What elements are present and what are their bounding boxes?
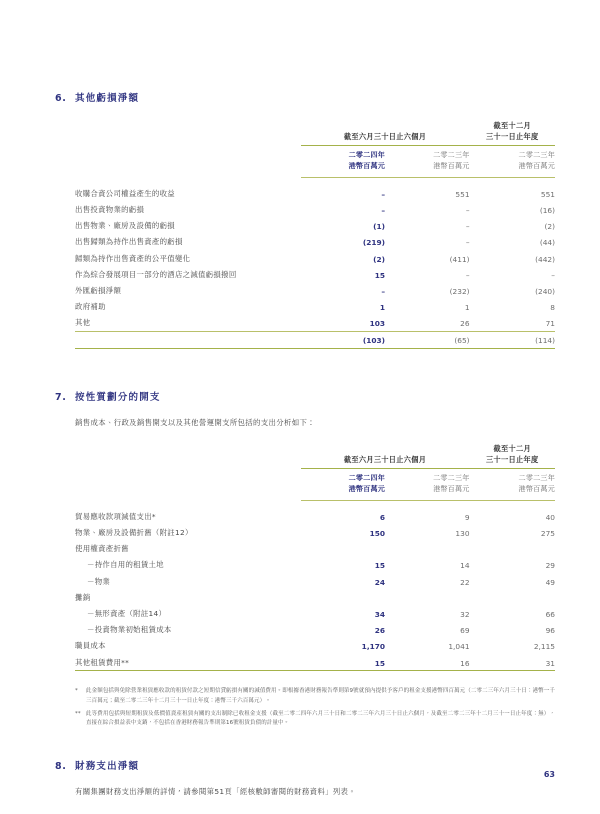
total-value-2023-annual: (114) <box>470 331 555 348</box>
table-row-group-header <box>75 589 555 605</box>
table-row <box>75 508 555 524</box>
group-header-interim: 截至六月三十日止六個月 <box>343 454 427 464</box>
total-label <box>75 331 301 348</box>
row-value-2023-interim: 130 <box>455 529 470 539</box>
row-value-2023-annual: (16) <box>539 206 555 216</box>
other-losses-table <box>75 118 555 355</box>
row-value-2023-interim: – <box>465 222 470 232</box>
row-label: －投資物業初始租賃成本 <box>87 625 172 635</box>
row-value-2024: (219) <box>362 238 386 248</box>
table-row <box>75 234 555 250</box>
row-label: 使用權資產折舊 <box>75 544 129 554</box>
row-label: 其他租賃費用** <box>75 657 130 667</box>
section-8-heading <box>55 758 555 772</box>
units-blank <box>75 469 301 500</box>
section-7-heading <box>55 389 555 403</box>
row-value-2023-interim: 9 <box>464 512 470 522</box>
footnote-marker: ** <box>75 710 81 717</box>
row-value-2023-interim: – <box>465 270 470 280</box>
table-row <box>75 622 555 638</box>
rule-col1 <box>301 671 385 678</box>
table-total-row <box>75 331 555 348</box>
section-8-title: 財務支出淨額 <box>75 760 140 772</box>
section-7-body <box>55 417 555 677</box>
units-blank <box>75 146 301 177</box>
footnote-text: 此金額包括與免除營業租賃應收款的租賃付款之短期信貸虧損有關的減值費用。即根據香港財務報告準則第9號就預內提供予客戶的租金支援港幣四百萬元（二零二三年六月三十日：港幣一千三百萬元；截至二零二三年十二月三十一日止年度：港幣三千六百萬元）。 <box>86 688 555 704</box>
table-row <box>75 557 555 573</box>
section-6-title: 其他虧損淨額 <box>75 93 140 104</box>
total-value-2023-interim: (65) <box>385 331 469 348</box>
table-row <box>75 218 555 234</box>
column-header-2023-annual <box>470 146 555 177</box>
row-value-2023-annual: 49 <box>545 577 555 587</box>
group-header-blank <box>75 441 301 467</box>
column-year: 二零二三年 <box>433 473 470 482</box>
table-row <box>75 250 555 266</box>
footnote-marker: * <box>75 688 78 695</box>
table-body <box>75 501 555 678</box>
rule-col3 <box>470 671 555 678</box>
row-value-2023-interim: 69 <box>460 626 470 636</box>
row-value-2023-annual: 275 <box>540 529 555 539</box>
row-value-2023-annual <box>470 589 555 605</box>
row-label: 政府補助 <box>75 302 106 312</box>
group-header-annual-line1: 截至十二月 <box>493 121 531 131</box>
table-body <box>75 178 555 355</box>
row-value-2023-annual: (44) <box>539 238 555 248</box>
section-7-intro: 銷售成本、行政及銷售開支以及其他營運開支所包括的支出分析如下： <box>75 418 315 428</box>
row-value-2023-interim: 22 <box>460 577 470 587</box>
row-value-2024: 150 <box>369 529 386 539</box>
table-row <box>75 654 555 671</box>
row-value-2023-annual: (240) <box>535 287 555 296</box>
row-value-2024: 26 <box>374 626 386 636</box>
column-header-2024-interim <box>301 469 385 500</box>
row-value-2024: – <box>381 206 386 216</box>
column-unit: 港幣百萬元 <box>433 483 470 493</box>
row-value-2023-interim <box>385 541 469 557</box>
row-value-2023-interim: 26 <box>460 319 470 329</box>
column-year: 二零二四年 <box>348 150 386 159</box>
table-header <box>75 441 555 501</box>
row-value-2023-interim: 16 <box>460 658 470 668</box>
row-value-2023-annual: 551 <box>540 189 555 199</box>
row-label: －無形資產（附註14） <box>87 609 167 618</box>
row-value-2023-interim <box>385 589 469 605</box>
row-label: 貿易應收款項減值支出* <box>75 511 156 521</box>
row-label: 攤銷 <box>75 592 91 602</box>
group-header-annual-line2: 三十一日止年度 <box>486 131 539 141</box>
row-value-2024: 15 <box>374 561 386 571</box>
row-label: 作為綜合發展項目一部分的酒店之減值虧損撥回 <box>75 269 237 279</box>
row-value-2023-interim: – <box>465 238 470 248</box>
row-value-2023-interim: 14 <box>460 561 470 571</box>
body-spacer <box>75 501 555 509</box>
group-header-annual-line1: 截至十二月 <box>493 444 531 454</box>
row-value-2023-interim: – <box>465 206 470 216</box>
row-value-2023-interim: (232) <box>449 287 470 296</box>
table-row <box>75 299 555 315</box>
footnote-2 <box>75 710 555 729</box>
column-header-2023-interim <box>385 146 469 177</box>
row-value-2024: 15 <box>374 270 386 280</box>
table-row <box>75 282 555 298</box>
rule-blank <box>75 671 301 678</box>
row-label: 外匯虧損淨額 <box>75 286 122 295</box>
section-7-number: 7. <box>55 392 67 404</box>
section-gap <box>55 355 555 389</box>
spacer-cell <box>75 501 555 509</box>
page-number: 63 <box>543 770 555 779</box>
section-8 <box>55 758 555 798</box>
column-unit: 港幣百萬元 <box>433 160 470 170</box>
rule-col2 <box>385 348 469 355</box>
column-unit: 港幣百萬元 <box>518 483 555 493</box>
section-8-text: 有關集團財務支出淨額的詳情，請參閱第51頁「經核數師審閱的財務資料」列表。 <box>75 786 357 796</box>
rule-col1 <box>301 348 385 355</box>
row-value-2023-interim: (411) <box>449 254 470 264</box>
column-units-row <box>75 146 555 177</box>
footnote-1 <box>75 687 555 706</box>
rule-col2 <box>385 671 469 678</box>
row-value-2023-interim: 551 <box>455 189 470 199</box>
row-label: 其他 <box>75 318 91 328</box>
column-header-2024-interim <box>301 146 385 177</box>
row-value-2024: 24 <box>374 577 386 587</box>
row-label: 職員成本 <box>75 641 106 651</box>
row-value-2023-interim: 32 <box>460 610 470 619</box>
row-value-2023-annual: 66 <box>545 610 555 619</box>
row-label: 物業、廠房及設備折舊（附註12） <box>75 528 193 538</box>
row-value-2024: 1,170 <box>361 642 386 652</box>
row-value-2023-annual: (442) <box>535 254 555 264</box>
row-value-2023-annual: 31 <box>545 658 555 668</box>
row-value-2023-annual <box>470 541 555 557</box>
row-value-2023-annual: 96 <box>545 626 555 636</box>
table-row <box>75 573 555 589</box>
row-value-2024: (2) <box>373 254 386 264</box>
row-value-2023-annual: 29 <box>545 561 555 571</box>
group-header-row <box>75 441 555 467</box>
row-label: －物業 <box>87 576 111 586</box>
row-value-2023-interim: 1,041 <box>448 642 470 652</box>
table-row <box>75 201 555 217</box>
table-row <box>75 185 555 201</box>
row-value-2023-annual: 8 <box>550 303 555 313</box>
row-value-2023-annual: 40 <box>545 512 555 522</box>
row-value-2023-annual: 2,115 <box>533 642 555 652</box>
group-header-annual <box>470 441 555 467</box>
table-row-group-header <box>75 541 555 557</box>
row-label: 出售投資物業的虧損 <box>75 205 145 215</box>
row-value-2024 <box>301 589 385 605</box>
expenses-by-nature-table <box>75 441 555 677</box>
column-unit: 港幣百萬元 <box>348 483 386 493</box>
table-row <box>75 605 555 621</box>
group-header-annual <box>470 118 555 144</box>
row-value-2023-interim: 1 <box>464 303 470 313</box>
group-header-blank <box>75 118 301 144</box>
row-value-2024: 103 <box>369 319 386 329</box>
column-units-row <box>75 469 555 500</box>
table-bottom-rule <box>75 671 555 678</box>
row-value-2023-annual: (2) <box>544 222 555 232</box>
row-value-2023-annual: – <box>551 270 555 280</box>
section-8-number: 8. <box>55 760 67 772</box>
column-unit: 港幣百萬元 <box>518 160 555 170</box>
rule-col3 <box>470 348 555 355</box>
table-header <box>75 118 555 178</box>
row-value-2024: 6 <box>379 512 386 522</box>
section-6-body <box>55 118 555 355</box>
rule-blank <box>75 348 301 355</box>
section-7-title: 按性質劃分的開支 <box>75 392 161 404</box>
section-6-heading <box>55 90 555 104</box>
row-value-2024: – <box>381 287 386 296</box>
row-value-2024: – <box>381 189 386 199</box>
section-7-footnotes <box>55 687 555 729</box>
column-year: 二零二三年 <box>518 473 555 482</box>
table-row <box>75 266 555 282</box>
section-8-body <box>55 786 555 798</box>
row-label: 收購合資公司權益產生的收益 <box>75 188 175 198</box>
section-6-number: 6. <box>55 93 67 104</box>
row-value-2024: 15 <box>374 658 386 668</box>
column-header-2023-annual <box>470 469 555 500</box>
table-row <box>75 638 555 654</box>
section-7 <box>55 389 555 729</box>
body-spacer <box>75 178 555 186</box>
column-year: 二零二三年 <box>518 150 555 159</box>
row-label: 出售歸類為持作出售資產的虧損 <box>75 237 183 247</box>
total-value-2024: (103) <box>301 331 385 348</box>
section-gap <box>55 732 555 758</box>
column-header-2023-interim <box>385 469 469 500</box>
row-value-2024: 1 <box>379 303 386 313</box>
row-value-2024 <box>301 541 385 557</box>
row-label: －持作自用的租賃土地 <box>87 560 164 570</box>
footnote-text: 此等費用包括與短期租賃及低價值資產租賃有關的支出制除已收租金支援（截至二零二四年六月三十日和二零二三年六月三十日止六個月，及截至二零二三年十二月三十一日止年度：無），直接在綜合損益表中支銷，不包括在香港財務報告準則第16號租賃負債的計量中。 <box>86 710 555 727</box>
column-year: 二零二四年 <box>348 473 386 482</box>
group-header-row <box>75 118 555 144</box>
row-label: 出售物業、廠房及設備的虧損 <box>75 221 175 231</box>
group-header-annual-line2: 三十一日止年度 <box>486 454 539 464</box>
row-value-2024: 34 <box>374 610 386 619</box>
section-6 <box>55 90 555 355</box>
table-row <box>75 524 555 540</box>
table-row <box>75 315 555 332</box>
column-year: 二零二三年 <box>433 150 470 159</box>
row-value-2024: (1) <box>373 222 386 232</box>
table-bottom-rule <box>75 348 555 355</box>
group-header-interim: 截至六月三十日止六個月 <box>343 131 427 141</box>
spacer-cell <box>75 178 555 186</box>
column-unit: 港幣百萬元 <box>348 160 386 170</box>
row-label: 歸類為持作出售資產的公平值變化 <box>75 253 191 263</box>
row-value-2023-annual: 71 <box>545 319 555 329</box>
